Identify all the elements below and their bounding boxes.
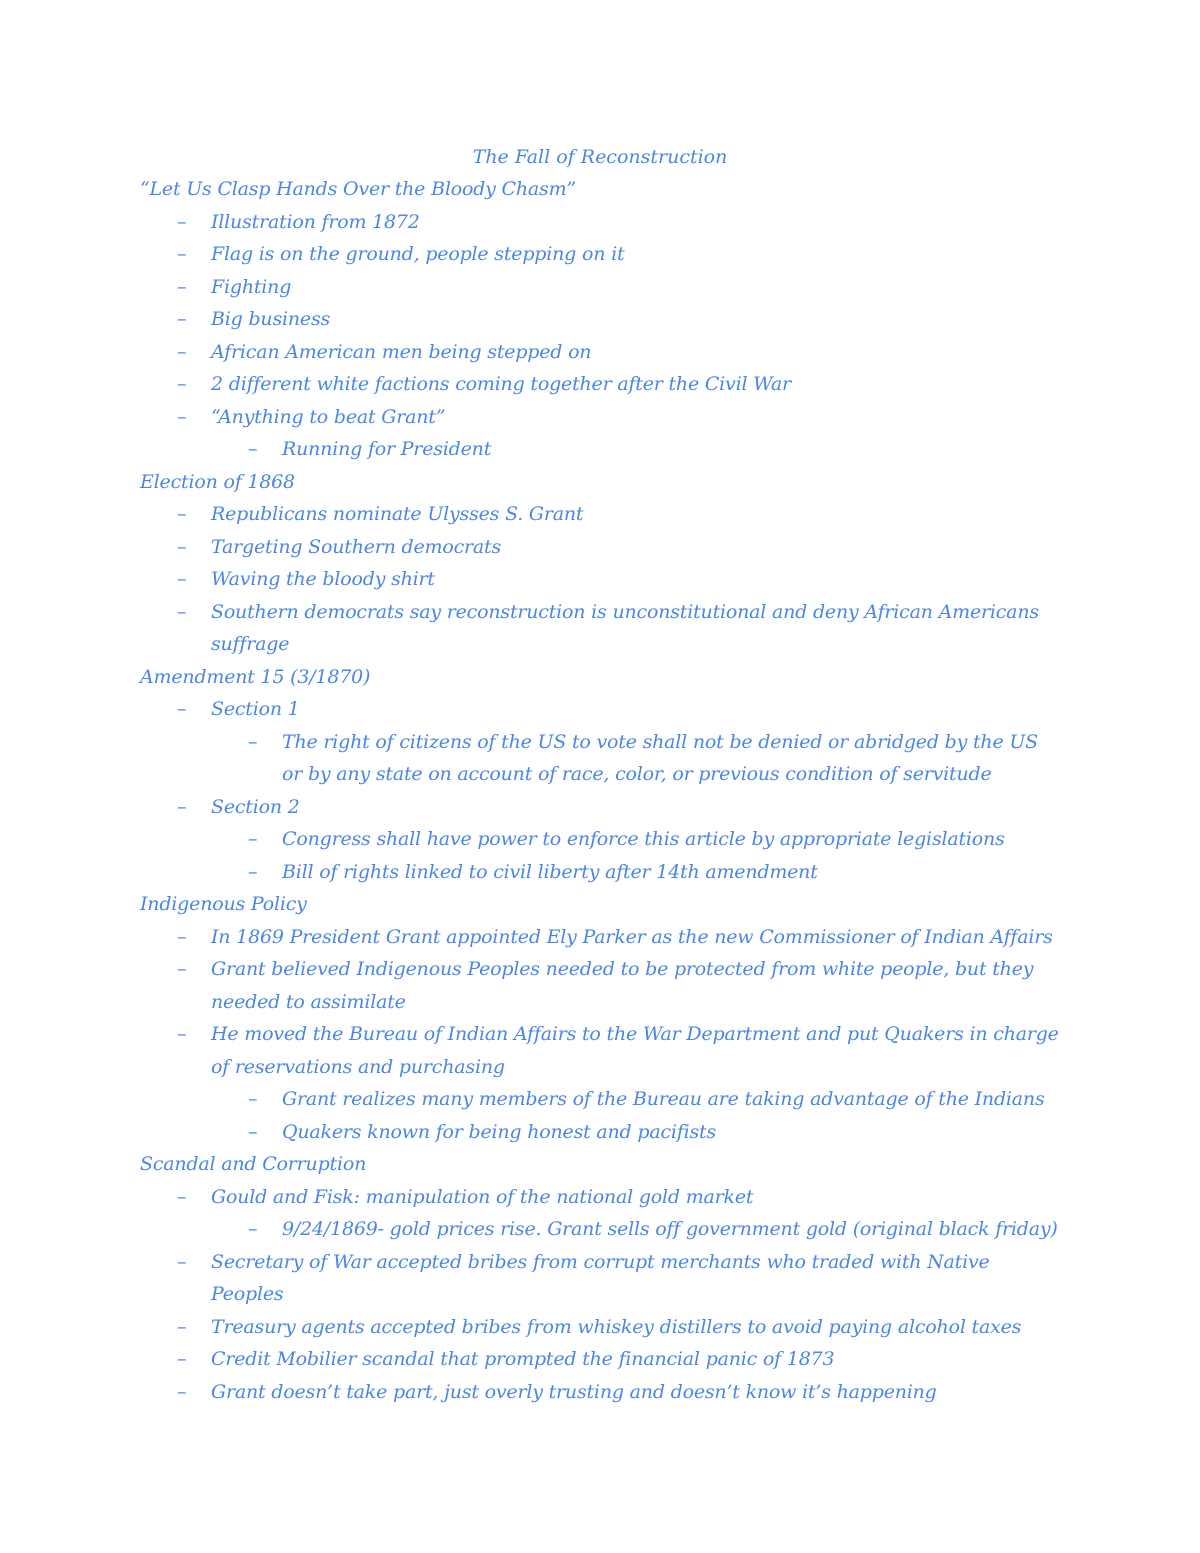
dash-bullet: – (248, 1088, 258, 1110)
bullet-list (140, 206, 1060, 434)
list-item: – 2 different white factions coming together after the Civil War (140, 368, 1060, 401)
sub-list-item: – The right of citizens of the US to vote shall not be denied or abridged by the US or by any state on account of race, color, or previous condition of servitude (140, 726, 1060, 791)
dash-bullet: – (248, 1120, 258, 1143)
section-heading: Indigenous Policy (140, 893, 307, 915)
sub-list-item: – Congress shall have power to enforce this article by appropriate legislations (140, 823, 1060, 856)
dash-bullet: – (177, 795, 187, 818)
dash-bullet: – (177, 698, 187, 720)
dash-bullet: – (177, 275, 187, 298)
dash-bullet: – (248, 828, 258, 850)
sub-bullet-list (140, 1083, 1060, 1148)
sub-list-item: – Grant realizes many members of the Bureau are taking advantage of the Indians (140, 1083, 1060, 1116)
list-item: – Southern democrats say reconstruction is unconstitutional and deny African Americans suffrage (140, 596, 1060, 661)
bullet-list (140, 921, 1060, 1084)
dash-bullet: – (177, 373, 187, 395)
section-indigenous-policy (140, 888, 1060, 1148)
bullet-list (140, 1246, 1060, 1409)
section-heading: Scandal and Corruption (140, 1153, 367, 1175)
bullet-list (140, 791, 1060, 824)
dash-bullet: – (177, 1315, 187, 1338)
section-scandal-corruption (140, 1148, 1060, 1408)
sub-list-item: – Running for President (140, 433, 1060, 466)
dash-bullet: – (177, 1250, 187, 1273)
bullet-list (140, 1181, 1060, 1214)
sub-bullet-list (140, 1213, 1060, 1246)
section-bloody-chasm (140, 173, 1060, 466)
list-item: – Secretary of War accepted bribes from corrupt merchants who traded with Native Peoples (140, 1246, 1060, 1311)
list-item: – Section 2 (140, 791, 1060, 824)
section-heading: “Let Us Clasp Hands Over the Bloody Chasm” (140, 178, 576, 200)
list-item: – In 1869 President Grant appointed Ely Parker as the new Commissioner of Indian Affairs (140, 921, 1060, 954)
page-title: The Fall of Reconstruction (472, 146, 728, 168)
list-item: – Treasury agents accepted bribes from whiskey distillers to avoid paying alcohol taxes (140, 1311, 1060, 1344)
section-election-1868 (140, 466, 1060, 661)
dash-bullet: – (177, 503, 187, 525)
dash-bullet: – (177, 535, 187, 558)
dash-bullet: – (177, 405, 187, 428)
dash-bullet: – (177, 925, 187, 948)
section-amendment-15 (140, 661, 1060, 889)
dash-bullet: – (248, 860, 258, 883)
list-item: – “Anything to beat Grant” (140, 401, 1060, 434)
sub-list-item: – Quakers known for being honest and pacifists (140, 1116, 1060, 1149)
bullet-list (140, 693, 1060, 726)
list-item: – Republicans nominate Ulysses S. Grant (140, 498, 1060, 531)
notes-body (140, 173, 1060, 1408)
dash-bullet: – (177, 1380, 187, 1403)
list-item: – Waving the bloody shirt (140, 563, 1060, 596)
list-item: – Illustration from 1872 (140, 206, 1060, 239)
dash-bullet: – (248, 730, 258, 753)
list-item: – Big business (140, 303, 1060, 336)
list-item: – Gould and Fisk: manipulation of the national gold market (140, 1181, 1060, 1214)
sub-list-item: – 9/24/1869- gold prices rise. Grant sells off government gold (original black friday) (140, 1213, 1060, 1246)
dash-bullet: – (248, 438, 258, 460)
dash-bullet: – (177, 1185, 187, 1208)
dash-bullet: – (177, 243, 187, 265)
list-item: – Grant believed Indigenous Peoples needed to be protected from white people, but they needed to assimilate (140, 953, 1060, 1018)
section-heading: Amendment 15 (3/1870) (140, 665, 371, 688)
dash-bullet: – (177, 308, 187, 330)
dash-bullet: – (177, 1023, 187, 1045)
list-item: – Flag is on the ground, people stepping on it (140, 238, 1060, 271)
list-item: – Section 1 (140, 693, 1060, 726)
dash-bullet: – (177, 600, 187, 623)
sub-bullet-list (140, 823, 1060, 888)
list-item: – Fighting (140, 271, 1060, 304)
dash-bullet: – (177, 958, 187, 980)
list-item: – Targeting Southern democrats (140, 531, 1060, 564)
list-item: – Grant doesn’t take part, just overly trusting and doesn’t know it’s happening (140, 1376, 1060, 1409)
sub-bullet-list (140, 726, 1060, 791)
dash-bullet: – (177, 340, 187, 363)
section-heading: Election of 1868 (140, 470, 295, 493)
sub-bullet-list (140, 433, 1060, 466)
list-item: – Credit Mobilier scandal that prompted the financial panic of 1873 (140, 1343, 1060, 1376)
dash-bullet: – (177, 1348, 187, 1370)
sub-list-item: – Bill of rights linked to civil liberty after 14th amendment (140, 856, 1060, 889)
dash-bullet: – (248, 1218, 258, 1240)
dash-bullet: – (177, 210, 187, 233)
list-item: – African American men being stepped on (140, 336, 1060, 369)
list-item: – He moved the Bureau of Indian Affairs to the War Department and put Quakers in charge of reservations and purchasing (140, 1018, 1060, 1083)
bullet-list (140, 498, 1060, 661)
dash-bullet: – (177, 568, 187, 590)
